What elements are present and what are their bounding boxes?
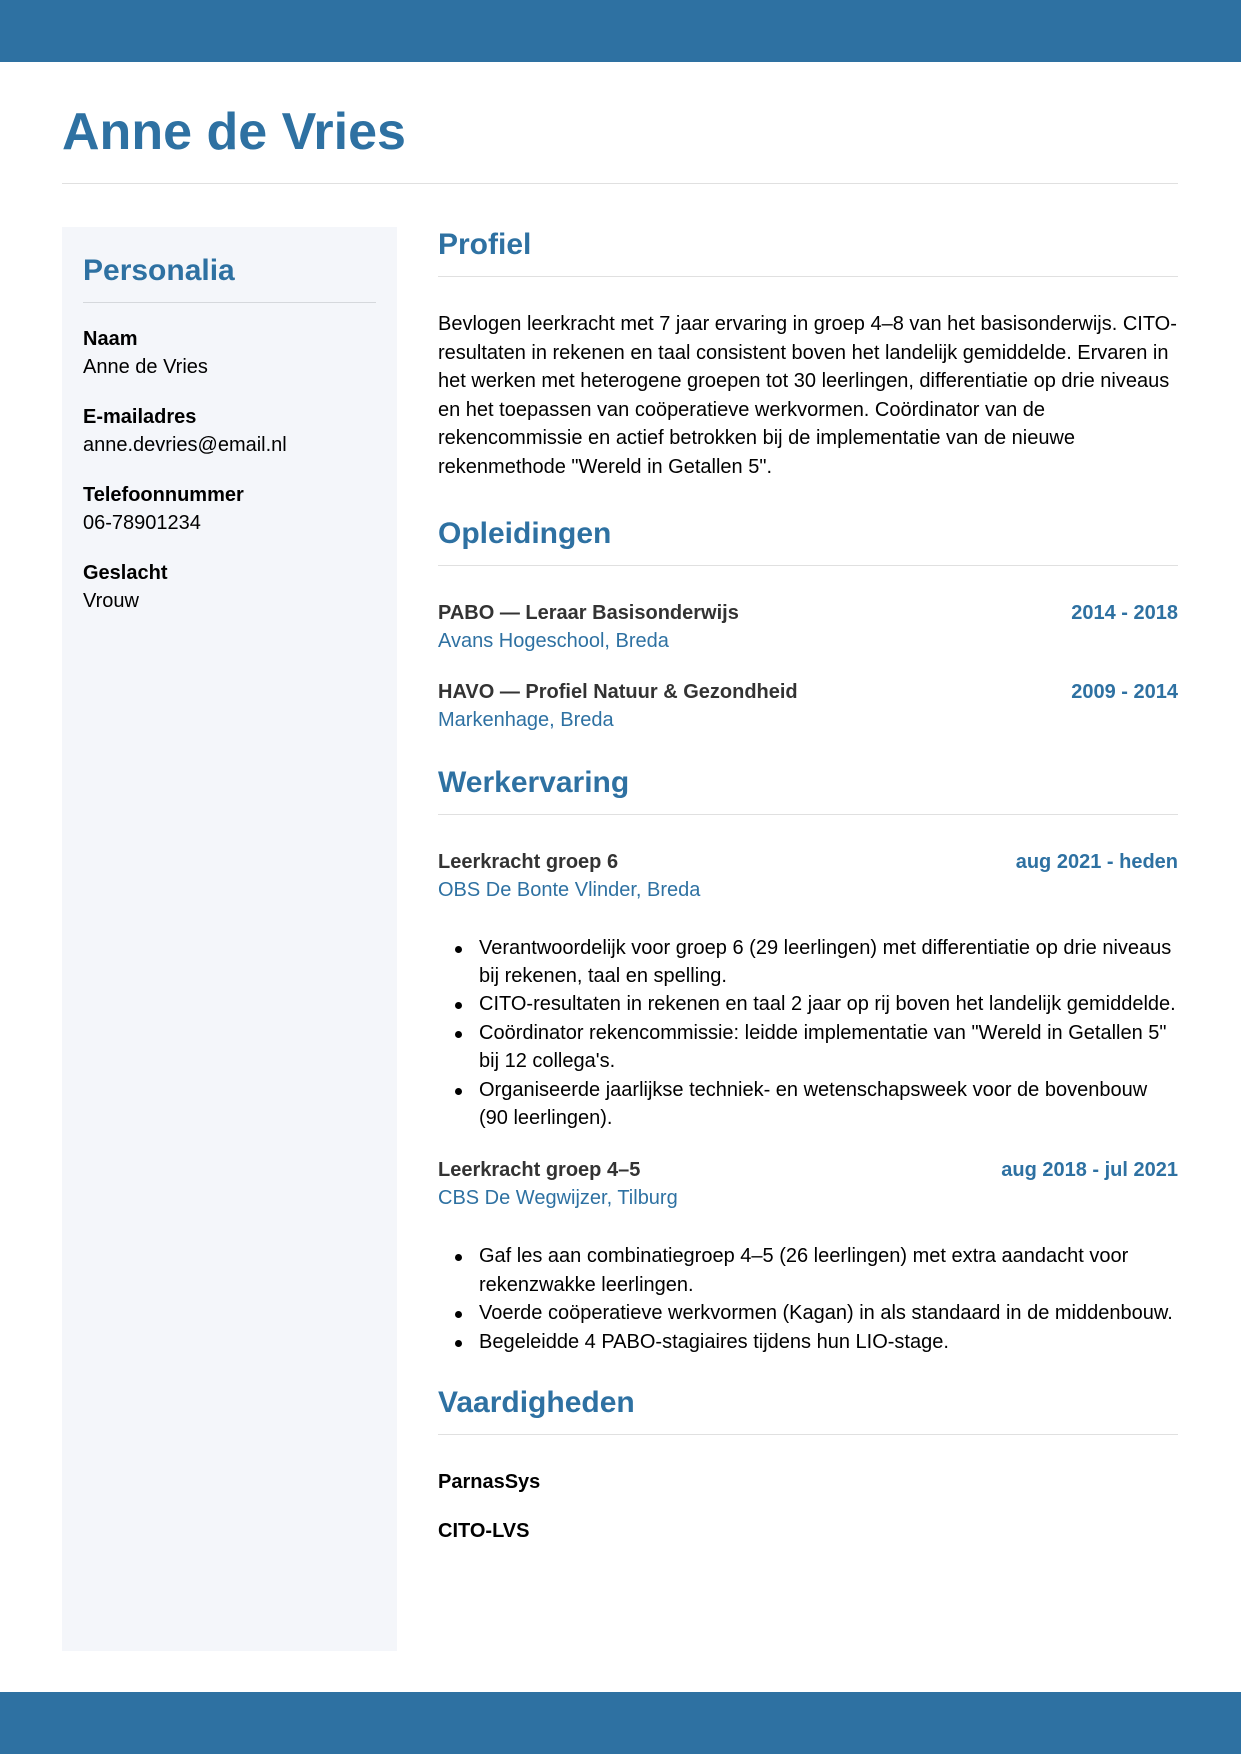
job-title: Leerkracht groep 6 <box>438 850 619 873</box>
education-institution: Avans Hogeschool, Breda <box>438 629 669 652</box>
education-section <box>438 516 1178 735</box>
personalia-sidebar <box>62 227 397 1651</box>
field-phone <box>83 481 376 537</box>
field-email <box>83 403 376 459</box>
job-bullets <box>438 934 1178 1133</box>
education-entry <box>438 678 1178 735</box>
field-value: 06-78901234 <box>83 512 201 534</box>
skill-item: ParnasSys <box>438 1471 541 1494</box>
page-title: Anne de Vries <box>62 103 406 161</box>
section-divider <box>438 565 1178 566</box>
job-employer: CBS De Wegwijzer, Tilburg <box>438 1187 678 1210</box>
field-label: E-mailadres <box>83 406 197 428</box>
profile-text: Bevlogen leerkracht met 7 jaar ervaring in groep 4–8 van het basisonderwijs. CITO-resultaten in rekenen en taal consistent boven het landelijk gemiddelde. Ervaren in het werken met heterogene groepen tot 30 leerlingen, differentiatie op drie niveaus en het toepassen van coöperatieve werkvormen. Coördinator van de rekencommissie en actief betrokken bij de implementatie van de nieuwe rekenmethode "Wereld in Getallen 5". <box>438 313 1177 478</box>
profile-heading: Profiel <box>438 228 532 261</box>
list-item: Coördinator rekencommissie: leidde implementatie van "Wereld in Getallen 5" bij 12 collega's. <box>479 1019 1178 1076</box>
field-value: Anne de Vries <box>83 356 208 378</box>
field-label: Telefoonnummer <box>83 484 244 506</box>
section-divider <box>438 814 1178 815</box>
title-divider <box>62 183 1178 184</box>
list-item: Begeleidde 4 PABO-stagiaires tijdens hun LIO-stage. <box>479 1328 1178 1356</box>
experience-heading: Werkervaring <box>438 765 630 799</box>
personalia-divider <box>83 302 376 303</box>
experience-entry <box>438 848 1178 1133</box>
skills-section <box>438 1385 1178 1545</box>
field-value: anne.devries@email.nl <box>83 434 287 456</box>
experience-entry <box>438 1156 1178 1356</box>
header-band <box>0 0 1241 62</box>
field-label: Naam <box>83 328 138 350</box>
education-title: PABO — Leraar Basisonderwijs <box>438 601 739 624</box>
field-name <box>83 325 376 381</box>
education-entry <box>438 599 1178 656</box>
main-content <box>438 227 1178 1566</box>
section-divider <box>438 276 1178 277</box>
skills-heading: Vaardigheden <box>438 1386 635 1420</box>
personalia-heading: Personalia <box>83 254 235 287</box>
list-item: CITO-resultaten in rekenen en taal 2 jaar op rij boven het landelijk gemiddelde. <box>479 990 1178 1018</box>
experience-section <box>438 765 1178 1356</box>
job-dates: aug 2021 - heden <box>1015 850 1178 873</box>
list-item: Verantwoordelijk voor groep 6 (29 leerlingen) met differentiatie op drie niveaus bij rekenen, taal en spelling. <box>479 934 1178 991</box>
job-employer: OBS De Bonte Vlinder, Breda <box>438 878 701 901</box>
field-value: Vrouw <box>83 590 139 612</box>
education-dates: 2009 - 2014 <box>1071 680 1178 703</box>
list-item: Voerde coöperatieve werkvormen (Kagan) in als standaard in de middenbouw. <box>479 1299 1178 1327</box>
field-label: Geslacht <box>83 562 168 584</box>
job-title: Leerkracht groep 4–5 <box>438 1159 641 1182</box>
section-divider <box>438 1434 1178 1435</box>
job-dates: aug 2018 - jul 2021 <box>1001 1159 1178 1182</box>
education-title: HAVO — Profiel Natuur & Gezondheid <box>438 680 798 703</box>
job-bullets <box>438 1242 1178 1356</box>
footer-band <box>0 1692 1241 1754</box>
list-item: Organiseerde jaarlijkse techniek- en wetenschapsweek voor de bovenbouw (90 leerlingen). <box>479 1076 1178 1133</box>
field-gender <box>83 559 376 615</box>
education-dates: 2014 - 2018 <box>1071 601 1178 624</box>
education-heading: Opleidingen <box>438 516 612 550</box>
profile-section <box>438 227 1178 482</box>
list-item: Gaf les aan combinatiegroep 4–5 (26 leerlingen) met extra aandacht voor rekenzwakke leerlingen. <box>479 1242 1178 1299</box>
education-institution: Markenhage, Breda <box>438 708 614 731</box>
skill-item: CITO-LVS <box>438 1520 530 1543</box>
